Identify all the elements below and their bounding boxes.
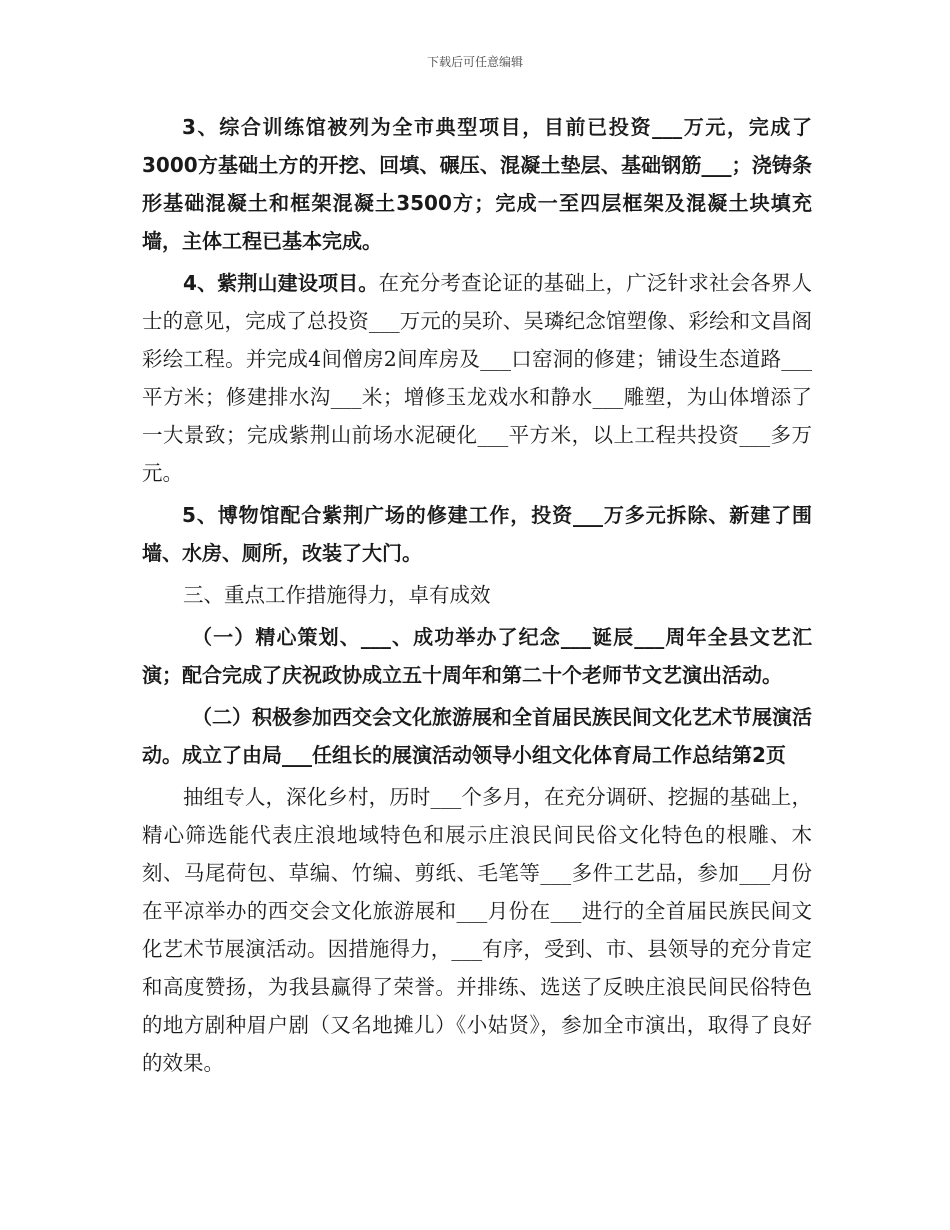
page-header: 下载后可任意编辑 <box>426 55 523 69</box>
paragraph-exhibition-details: 抽组专人，深化乡村，历时___个多月，在充分调研、挖掘的基础上，精心筛选能代表庄浪地域特色和展示庄浪民间民俗文化特色的根雕、木刻、马尾荷包、草编、竹编、剪纸、毛笔等___多件工艺品，参加___月份在平凉举办的西交会文化旅游展和___月份在___进行的全首届民族民间文化艺术节展演活动。因措施得力，___有序，受到、市、县领导的充分肯定和高度赞扬，为我县赢得了荣誉。并排练、选送了反映庄浪民间民俗特色的地方剧种眉户剧（又名地摊儿）《小姑贤》，参加全市演出，取得了良好的效果。 <box>142 785 812 1075</box>
paragraph-zijing-heading: 4、紫荆山建设项目。 <box>183 271 379 295</box>
paragraph-item-one: （一）精心策划、___、成功举办了纪念___诞辰___周年全县文艺汇演；配合完成了庆祝政协成立五十周年和第二十个老师节文艺演出活动。 <box>142 625 812 687</box>
paragraph-item-two: （二）积极参加西交会文化旅游展和全首届民族民间文化艺术节展演活动。成立了由局___任组长的展演活动领导小组文化体育局工作总结第2页 <box>142 705 812 767</box>
paragraph-zijing-mountain <box>142 264 812 492</box>
paragraph-zijing-body: 在充分考查论证的基础上，广泛针求社会各界人士的意见，完成了总投资___万元的吴玠、吴璘纪念馆塑像、彩绘和文昌阁彩绘工程。并完成4间僧房2间库房及___口窑洞的修建；铺设生态道路___平方米；修建排水沟___米；增修玉龙戏水和静水___雕塑，为山体增添了一大景致；完成紫荆山前场水泥硬化___平方米，以上工程共投资___多万元。 <box>142 271 813 485</box>
section-heading-key-work: 三、重点工作措施得力，卓有成效 <box>183 583 491 607</box>
paragraph-training-hall: 3、综合训练馆被列为全市典型项目，目前已投资___万元，完成了3000方基础土方的开挖、回填、碾压、混凝土垫层、基础钢筋___；浇铸条形基础混凝土和框架混凝土3500方；完成一至四层框架及混凝土块填充墙，主体工程已基本完成。 <box>142 115 812 253</box>
paragraph-museum: 5、博物馆配合紫荆广场的修建工作，投资___万多元拆除、新建了围墙、水房、厕所，改装了大门。 <box>142 503 812 565</box>
document-body <box>142 108 812 1086</box>
